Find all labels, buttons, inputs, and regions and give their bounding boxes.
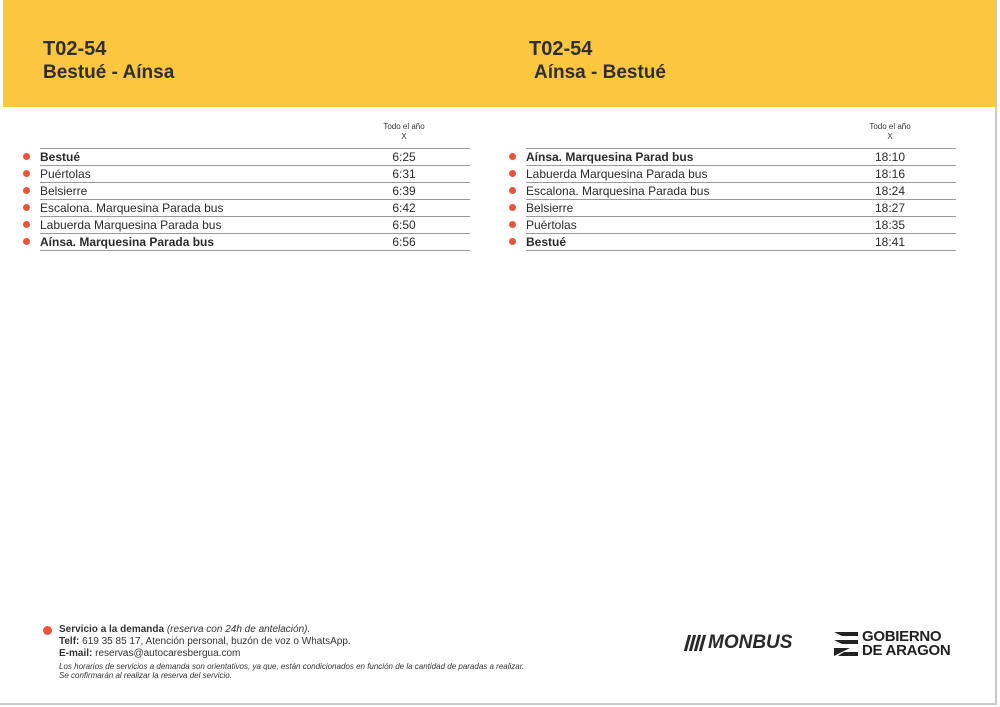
service-dot-icon [43, 626, 52, 635]
gobierno-aragon-logo [834, 630, 950, 658]
left-route-code: T02-54 [43, 38, 107, 60]
stop-dot-icon [509, 187, 516, 194]
stop-dot-icon [23, 187, 30, 194]
table-row [40, 199, 470, 216]
table-row [526, 165, 956, 182]
stop-dot-icon [23, 153, 30, 160]
monbus-bars-icon [686, 635, 704, 651]
service-label: Servicio a la demanda [59, 624, 165, 635]
phone-text: 619 35 85 17, Atención personal, buzón de voz o WhatsApp. [82, 636, 351, 647]
stop-name: Bestué [526, 235, 567, 249]
stop-name: Labuerda Marquesina Parada bus [526, 167, 708, 181]
right-column-header-period: Todo el año [869, 122, 911, 131]
left-column-header [379, 122, 429, 142]
email-text: reservas@autocaresbergua.com [95, 648, 241, 659]
stop-time: 18:35 [874, 218, 906, 232]
service-line [43, 624, 643, 636]
stop-name: Belsierre [40, 184, 88, 198]
service-note: (reserva con 24h de antelación). [166, 624, 311, 635]
stop-dot-icon [23, 238, 30, 245]
stop-name: Puértolas [526, 218, 577, 232]
stop-dot-icon [509, 238, 516, 245]
stop-dot-icon [23, 221, 30, 228]
email-label: E-mail: [59, 648, 93, 659]
stop-name: Puértolas [40, 167, 91, 181]
stop-name: Labuerda Marquesina Parada bus [40, 218, 222, 232]
stop-time: 18:27 [874, 201, 906, 215]
right-route-heading [529, 37, 666, 85]
right-route-name: Aínsa - Bestué [534, 62, 666, 83]
stop-time: 18:16 [874, 167, 906, 181]
stop-dot-icon [509, 204, 516, 211]
monbus-logo [686, 632, 792, 654]
stop-time: 18:41 [874, 235, 906, 249]
monbus-logo-text: MONBUS [708, 632, 793, 653]
table-row [526, 199, 956, 216]
left-timetable-rows [40, 148, 470, 251]
table-row [40, 148, 470, 165]
right-column-header-mark: X [887, 132, 893, 141]
right-column-header [865, 122, 915, 142]
table-row [40, 182, 470, 199]
stop-time: 6:50 [392, 218, 416, 232]
stop-dot-icon [23, 204, 30, 211]
disclaimer-line-2: Se confirmarán al realizar la reserva del servicio. [59, 671, 232, 680]
stop-time: 6:56 [392, 235, 416, 249]
stop-dot-icon [509, 221, 516, 228]
gobierno-line-2: DE ARAGON [862, 642, 951, 659]
gobierno-line-1: GOBIERNO [862, 628, 942, 645]
table-row [40, 165, 470, 182]
stop-time: 6:39 [392, 184, 416, 198]
stop-time: 6:42 [392, 201, 416, 215]
stop-name: Aínsa. Marquesina Parad bus [526, 150, 694, 164]
stop-time: 6:31 [392, 167, 416, 181]
left-column-header-period: Todo el año [383, 122, 425, 131]
stop-name: Bestué [40, 150, 81, 164]
stop-time: 18:10 [874, 150, 906, 164]
table-row [526, 216, 956, 233]
left-column-header-mark: X [401, 132, 407, 141]
phone-line [43, 636, 643, 648]
left-route-heading [43, 37, 174, 85]
right-timetable-rows [526, 148, 956, 251]
stop-name: Escalona. Marquesina Parada bus [526, 184, 710, 198]
stop-name: Belsierre [526, 201, 574, 215]
stop-time: 6:25 [392, 150, 416, 164]
stop-name: Escalona. Marquesina Parada bus [40, 201, 224, 215]
stop-dot-icon [23, 170, 30, 177]
phone-label: Telf: [59, 636, 80, 647]
stop-dot-icon [509, 170, 516, 177]
table-row [40, 233, 470, 251]
stop-name: Aínsa. Marquesina Parada bus [40, 235, 215, 249]
table-row [40, 216, 470, 233]
gobierno-text [862, 630, 950, 658]
table-row [526, 233, 956, 251]
right-route-code: T02-54 [529, 38, 593, 60]
stop-dot-icon [509, 153, 516, 160]
table-row [526, 148, 956, 165]
left-route-name: Bestué - Aínsa [43, 62, 175, 83]
table-row [526, 182, 956, 199]
footer-info [43, 624, 643, 680]
email-line [43, 648, 643, 660]
disclaimer-line-1: Los horarios de servicios a demanda son orientativos, ya que, están condicionados en función de la cantidad de paradas a realizar. [59, 662, 525, 671]
aragon-emblem-icon [834, 631, 858, 657]
stop-time: 18:24 [874, 184, 906, 198]
